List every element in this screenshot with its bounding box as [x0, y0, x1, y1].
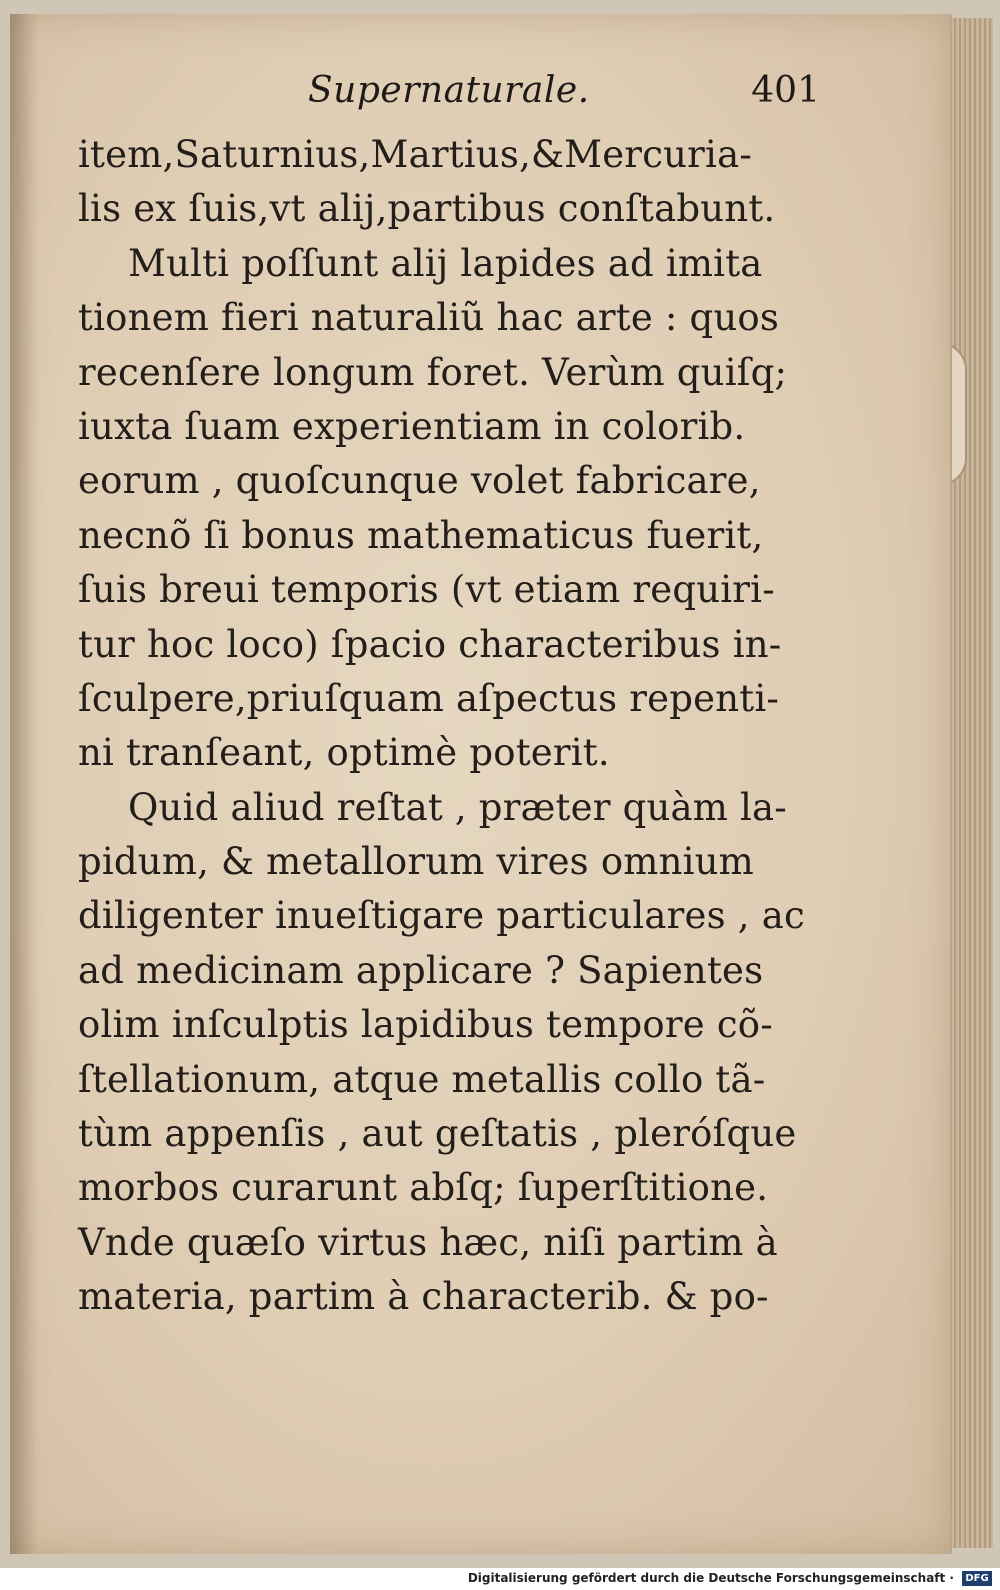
- text-line: ni tranſeant, optimè poterit.: [78, 731, 610, 775]
- text-line: item,Saturnius,Martius,&Mercuria-: [78, 133, 753, 176]
- text-line: ſtellationum, atque metallis collo tã-: [78, 1057, 766, 1101]
- dfg-logo-icon: DFG: [962, 1571, 992, 1586]
- text-line: tùm appenſis , aut geſtatis , pleróſque: [78, 1112, 797, 1156]
- text-line: pidum, & metallorum vires omnium: [78, 840, 754, 884]
- funding-credit: Digitalisierung gefördert durch die Deutsche Forschungsgemeinschaft ·: [467, 1571, 954, 1585]
- text-line: Multi poſſunt alij lapides ad imita: [128, 241, 763, 285]
- page-edges: [950, 18, 993, 1548]
- text-line: olim inſculptis lapidibus tempore cõ-: [78, 1003, 773, 1047]
- page-number: 401: [751, 70, 820, 111]
- text-line: diligenter inueſtigare particulares , ac: [78, 894, 805, 938]
- text-line: ſuis breui temporis (vt etiam requiri-: [78, 568, 775, 612]
- digitization-footer: [0, 1568, 1000, 1590]
- spine-shadow: [10, 14, 38, 1554]
- text-line: necnõ ſi bonus mathematicus fuerit,: [78, 513, 764, 557]
- text-line: ſculpere,priuſquam aſpectus repenti-: [78, 676, 780, 720]
- text-line: morbos curarunt abſq; ſuperſtitione.: [78, 1166, 769, 1210]
- text-line: lis ex ſuis,vt alij,partibus conſtabunt.: [78, 187, 776, 231]
- running-head: [60, 70, 820, 122]
- text-line: iuxta ſuam experientiam in colorib.: [78, 404, 746, 448]
- body-text: [78, 128, 838, 1325]
- text-line: recenſere longum foret. Verùm quiſq;: [78, 350, 788, 394]
- text-line: ad medicinam applicare ? Sapientes: [78, 948, 764, 992]
- running-title: Supernaturale.: [308, 70, 590, 111]
- text-line: Vnde quæſo virtus hæc, niſi partim à: [78, 1220, 778, 1264]
- text-line: Quid aliud reſtat , præter quàm la-: [128, 785, 787, 829]
- text-line: tur hoc loco) ſpacio characteribus in-: [78, 622, 782, 666]
- text-line: tionem fieri naturaliũ hac arte : quos: [78, 296, 780, 340]
- text-line: eorum , quoſcunque volet fabricare,: [78, 459, 761, 503]
- text-line: materia, partim à characterib. & po-: [78, 1275, 769, 1319]
